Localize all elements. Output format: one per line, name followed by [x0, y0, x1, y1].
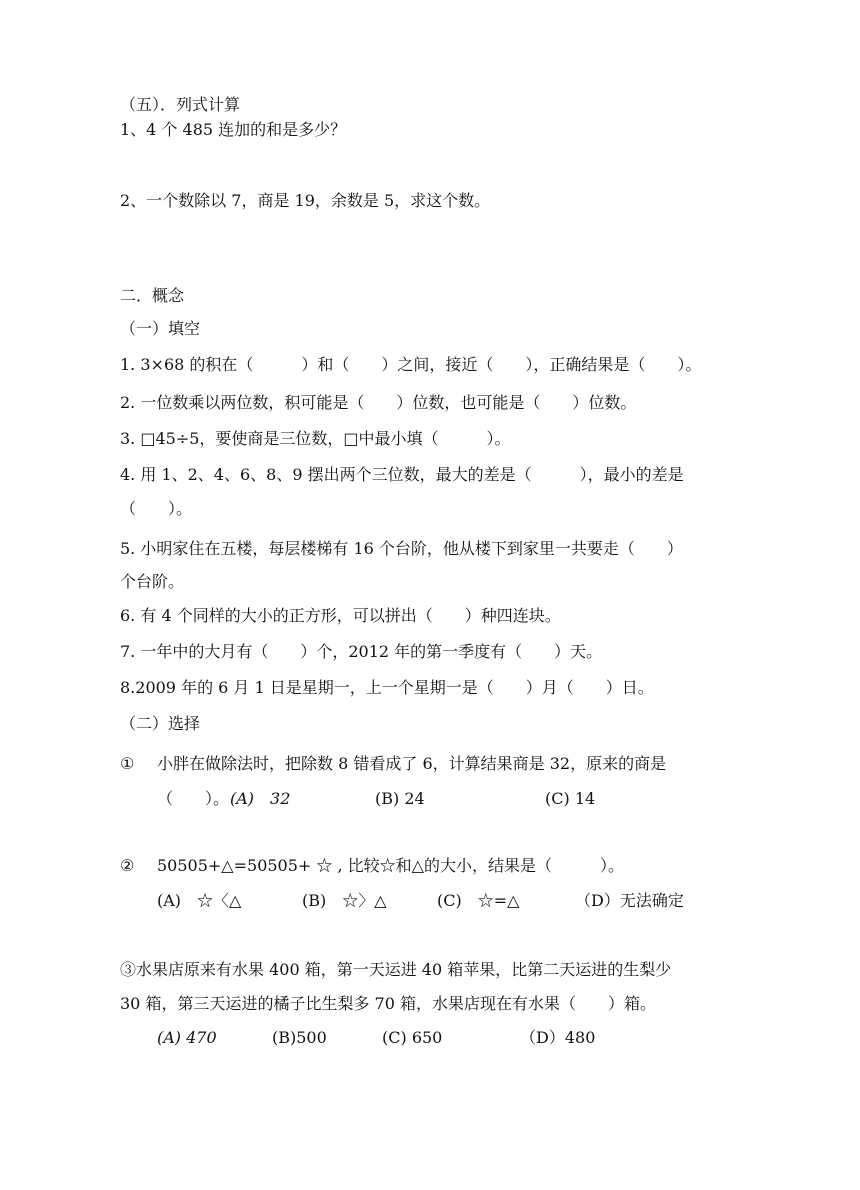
fill-item-2: 2. 一位数乘以两位数，积可能是（ ）位数，也可能是（ ）位数。 [120, 393, 637, 412]
choice-q2-option-b: (B) ☆〉△ [302, 891, 387, 910]
fill-item-6: 6. 有 4 个同样的大小的正方形，可以拼出（ ）种四连块。 [120, 606, 561, 625]
choice-q1-number: ① [120, 754, 135, 773]
section2-title: 二．概念 [120, 286, 185, 305]
question-1: 1、4 个 485 连加的和是多少？ [120, 120, 347, 139]
fill-item-5-cont: 个台阶。 [120, 572, 185, 591]
fill-item-5: 5. 小明家住在五楼，每层楼梯有 16 个台阶，他从楼下到家里一共要走（ ） [120, 539, 683, 558]
choice-q3-option-a: (A) 470 [157, 1028, 217, 1047]
choice-title: （二）选择 [120, 714, 201, 733]
choice-q1-option-c: (C) 14 [545, 789, 596, 808]
choice-q3-option-c: (C) 650 [382, 1028, 443, 1047]
fill-item-4-cont: （ ）。 [120, 499, 193, 518]
choice-q3-option-b: (B)500 [272, 1028, 327, 1047]
choice-q1-blank: （ ）。 [157, 789, 230, 808]
choice-q2-number: ② [120, 856, 135, 875]
choice-q3-line1: ③水果店原来有水果 400 箱，第一天运进 40 箱苹果，比第二天运进的生梨少 [120, 960, 672, 979]
choice-q1-option-a: (A) 32 [230, 789, 291, 808]
choice-q2-option-c: (C) ☆=△ [437, 891, 520, 910]
choice-q2-text: 50505+△=50505+ ☆ , 比较☆和△的大小，结果是（ ）。 [157, 856, 624, 875]
section5-title: （五）．列式计算 [120, 95, 241, 114]
choice-q3-option-d: （D）480 [520, 1028, 596, 1047]
fill-item-4: 4. 用 1、2、4、6、8、9 摆出两个三位数，最大的差是（ ），最小的差是 [120, 465, 684, 484]
choice-q3-line2: 30 箱，第三天运进的橘子比生梨多 70 箱，水果店现在有水果（ ）箱。 [120, 994, 656, 1013]
fill-item-1: 1. 3×68 的积在（ ）和（ ）之间，接近（ ），正确结果是（ ）。 [120, 355, 702, 374]
choice-q1-option-b: (B) 24 [375, 789, 425, 808]
choice-q2-option-a: (A) ☆〈△ [157, 891, 242, 910]
fill-item-3: 3. □45÷5，要使商是三位数，□中最小填（ ）。 [120, 429, 511, 448]
fill-item-8: 8.2009 年的 6 月 1 日是星期一，上一个星期一是（ ）月（ ）日。 [120, 678, 654, 697]
question-2: 2、一个数除以 7，商是 19，余数是 5，求这个数。 [120, 191, 491, 210]
fill-item-7: 7. 一年中的大月有（ ）个，2012 年的第一季度有（ ）天。 [120, 642, 603, 661]
choice-q2-option-d: （D）无法确定 [575, 891, 684, 910]
choice-q1-text: 小胖在做除法时，把除数 8 错看成了 6，计算结果商是 32，原来的商是 [157, 754, 667, 773]
fill-title: （一）填空 [120, 319, 201, 338]
